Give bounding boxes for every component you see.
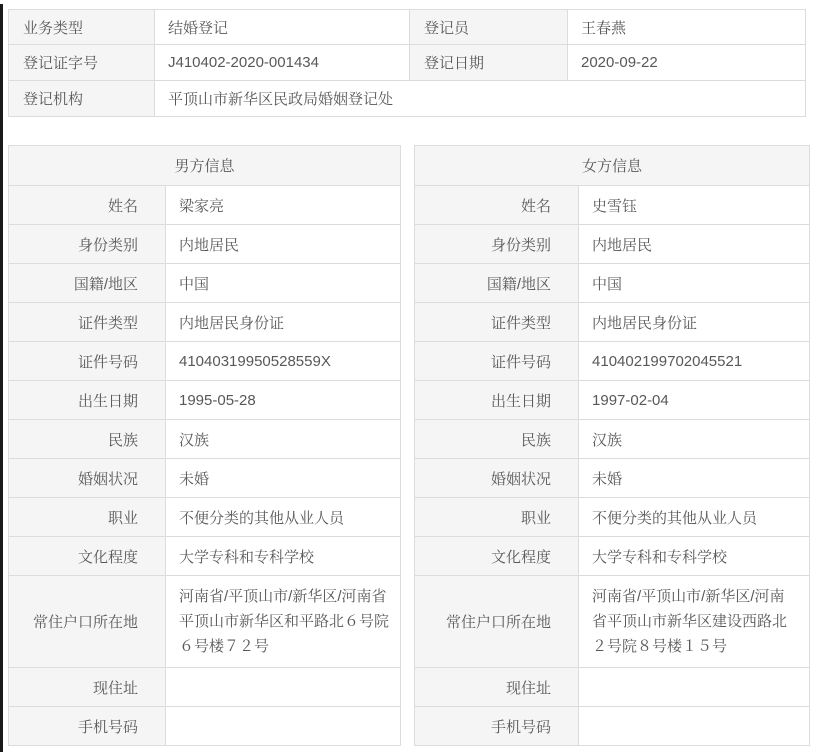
name-label: 姓名 (9, 186, 166, 225)
male-row-education (9, 537, 401, 576)
register-date-value: 2020-09-22 (568, 45, 806, 81)
mobile-value (579, 707, 810, 746)
id-type-label: 证件类型 (9, 303, 166, 342)
male-row-current-address (9, 668, 401, 707)
birth-date-label: 出生日期 (9, 381, 166, 420)
female-row-education (415, 537, 810, 576)
marital-status-value: 未婚 (579, 459, 810, 498)
marital-status-label: 婚姻状况 (9, 459, 166, 498)
name-value: 史雪钰 (579, 186, 810, 225)
nationality-value: 中国 (579, 264, 810, 303)
summary-row-certificate (9, 45, 806, 81)
female-row-name (415, 186, 810, 225)
education-label: 文化程度 (415, 537, 579, 576)
male-table-header (9, 146, 401, 186)
left-edge-strip (0, 4, 3, 752)
household-address-value: 河南省/平顶山市/新华区/河南省平顶山市新华区和平路北６号院６号楼７２号 (166, 576, 401, 668)
male-table-title: 男方信息 (9, 146, 401, 186)
male-row-marital-status (9, 459, 401, 498)
female-row-mobile (415, 707, 810, 746)
female-table-header (415, 146, 810, 186)
agency-label: 登记机构 (9, 81, 155, 117)
marital-status-label: 婚姻状况 (415, 459, 579, 498)
ethnicity-value: 汉族 (579, 420, 810, 459)
nationality-label: 国籍/地区 (415, 264, 579, 303)
registrar-label: 登记员 (410, 10, 568, 45)
id-type-value: 内地居民身份证 (579, 303, 810, 342)
male-row-occupation (9, 498, 401, 537)
name-value: 梁家亮 (166, 186, 401, 225)
nationality-label: 国籍/地区 (9, 264, 166, 303)
birth-date-value: 1995-05-28 (166, 381, 401, 420)
household-address-label: 常住户口所在地 (9, 576, 166, 668)
current-address-value (166, 668, 401, 707)
male-row-id-number (9, 342, 401, 381)
birth-date-value: 1997-02-04 (579, 381, 810, 420)
female-row-ethnicity (415, 420, 810, 459)
registrar-value: 王春燕 (568, 10, 806, 45)
ethnicity-value: 汉族 (166, 420, 401, 459)
education-value: 大学专科和专科学校 (579, 537, 810, 576)
female-row-id-type (415, 303, 810, 342)
female-table-title: 女方信息 (415, 146, 810, 186)
male-row-mobile (9, 707, 401, 746)
female-row-nationality (415, 264, 810, 303)
female-row-household-address (415, 576, 810, 668)
identity-category-value: 内地居民 (579, 225, 810, 264)
business-type-value: 结婚登记 (155, 10, 410, 45)
male-row-ethnicity (9, 420, 401, 459)
mobile-label: 手机号码 (415, 707, 579, 746)
id-number-value: 41040319950528559X (166, 342, 401, 381)
current-address-label: 现住址 (9, 668, 166, 707)
birth-date-label: 出生日期 (415, 381, 579, 420)
female-row-id-number (415, 342, 810, 381)
male-row-household-address (9, 576, 401, 668)
occupation-label: 职业 (9, 498, 166, 537)
identity-category-value: 内地居民 (166, 225, 401, 264)
identity-category-label: 身份类别 (415, 225, 579, 264)
summary-row-business-type (9, 10, 806, 45)
education-label: 文化程度 (9, 537, 166, 576)
female-row-occupation (415, 498, 810, 537)
id-type-value: 内地居民身份证 (166, 303, 401, 342)
summary-row-agency (9, 81, 806, 117)
id-number-value: 410402199702045521 (579, 342, 810, 381)
female-info-table (414, 145, 810, 746)
certificate-no-label: 登记证字号 (9, 45, 155, 81)
male-row-birth-date (9, 381, 401, 420)
registration-summary-table (8, 9, 806, 117)
female-row-identity-category (415, 225, 810, 264)
ethnicity-label: 民族 (415, 420, 579, 459)
male-row-nationality (9, 264, 401, 303)
person-tables (8, 145, 809, 746)
mobile-value (166, 707, 401, 746)
name-label: 姓名 (415, 186, 579, 225)
female-row-current-address (415, 668, 810, 707)
male-info-table (8, 145, 401, 746)
occupation-value: 不便分类的其他从业人员 (579, 498, 810, 537)
household-address-value: 河南省/平顶山市/新华区/河南省平顶山市新华区建设西路北２号院８号楼１５号 (579, 576, 810, 668)
mobile-label: 手机号码 (9, 707, 166, 746)
ethnicity-label: 民族 (9, 420, 166, 459)
business-type-label: 业务类型 (9, 10, 155, 45)
certificate-no-value: J410402-2020-001434 (155, 45, 410, 81)
education-value: 大学专科和专科学校 (166, 537, 401, 576)
marital-status-value: 未婚 (166, 459, 401, 498)
nationality-value: 中国 (166, 264, 401, 303)
occupation-label: 职业 (415, 498, 579, 537)
household-address-label: 常住户口所在地 (415, 576, 579, 668)
occupation-value: 不便分类的其他从业人员 (166, 498, 401, 537)
identity-category-label: 身份类别 (9, 225, 166, 264)
register-date-label: 登记日期 (410, 45, 568, 81)
current-address-label: 现住址 (415, 668, 579, 707)
agency-value: 平顶山市新华区民政局婚姻登记处 (155, 81, 806, 117)
female-row-marital-status (415, 459, 810, 498)
female-row-birth-date (415, 381, 810, 420)
id-number-label: 证件号码 (415, 342, 579, 381)
id-number-label: 证件号码 (9, 342, 166, 381)
id-type-label: 证件类型 (415, 303, 579, 342)
male-row-name (9, 186, 401, 225)
current-address-value (579, 668, 810, 707)
male-row-identity-category (9, 225, 401, 264)
male-row-id-type (9, 303, 401, 342)
